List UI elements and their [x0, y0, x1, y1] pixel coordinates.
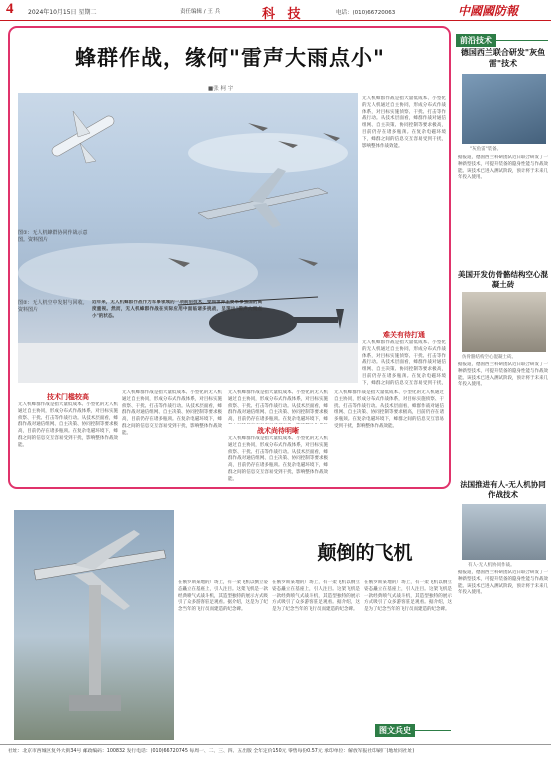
subhead-2: 战术尚待明晰	[257, 427, 299, 435]
inverted-plane-graphic	[14, 510, 174, 740]
right-section-header	[456, 28, 548, 45]
page-footer	[0, 744, 551, 757]
concrete-brick-photo	[462, 292, 546, 352]
bottom-col-2: 在俄罗斯某地的广场上，有一架飞机以倒立姿态矗立在基座上，引人注目。这架飞机是一款经典喷气式战斗机，其造型独特的展示方式吸引了众多游客驻足观看。据介绍，这是为了纪念当年的飞行员而建造的纪念碑。	[272, 580, 360, 613]
grey-torpedo-photo	[462, 74, 546, 144]
editor-phone: 电话：(010)66720063	[336, 10, 396, 16]
feature-col-4: 无人机蜂群作战是指大量低成本、小型化的无人机通过自主协同，形成分布式作战体系，对目标实施侦察、干扰、打击等作战行动。从技术层面看，蜂群作战对通信组网、自主决策、协同控制等要求极高，目前仍存在诸多瓶颈。在复杂电磁环境下，蜂群之间的信息交互容易受到干扰，影响整体作战效能。	[334, 390, 444, 429]
subhead-1: 技术门槛较高	[47, 393, 89, 401]
bottom-section-tag: 图文兵史	[375, 724, 415, 737]
large-drone-icon	[50, 111, 116, 163]
bottom-section-header	[375, 718, 451, 735]
bottom-col-1: 在俄罗斯某地的广场上，有一架飞机以倒立姿态矗立在基座上，引人注目。这架飞机是一款经典喷气式战斗机，其造型独特的展示方式吸引了众多游客驻足观看。据介绍，这是为了纪念当年的飞行员而建造的纪念碑。	[178, 580, 268, 613]
page-number: 4	[6, 1, 14, 17]
editor-credit: 责任编辑 / 王 兵	[180, 9, 221, 15]
feature-col-3a: 无人机蜂群作战是指大量低成本、小型化的无人机通过自主协同，形成分布式作战体系，对目标实施侦察、干扰、打击等作战行动。从技术层面看，蜂群作战对通信组网、自主决策、协同控制等要求极高，目前仍存在诸多瓶颈。在复杂电磁环境下，蜂	[228, 390, 328, 423]
inverted-plane-photo	[14, 510, 174, 740]
bottom-col-3: 在俄罗斯某地的广场上，有一架飞机以倒立姿态矗立在基座上，引人注目。这架飞机是一款经典喷气式战斗机，其造型独特的展示方式吸引了众多游客驻足观看。据介绍，这是为了纪念当年的飞行员而建造的纪念碑。	[364, 580, 452, 613]
transport-plane-icon	[198, 168, 328, 228]
right-item3-caption: 有人-无人机协同作战。	[468, 563, 515, 568]
right-section-tag: 前沿技术	[456, 34, 496, 47]
feature-col-3b: 无人机蜂群作战是指大量低成本、小型化的无人机通过自主协同，形成分布式作战体系，对目标实施侦察、干扰、打击等作战行动。从技术层面看，蜂群作战对通信组网、自主决策、协同控制等要求极高，目前仍存在诸多瓶颈。在复杂电磁环境下，蜂群之间的信息交互容易受到干扰，影响整体作战效能。	[228, 436, 328, 482]
feature-col-1: 无人机蜂群作战是指大量低成本、小型化的无人机通过自主协同，形成分布式作战体系，对目标实施侦察、干扰、打击等作战行动。从技术层面看，蜂群作战对通信组网、自主决策、协同控制等要求极高，目前仍存在诸多瓶颈。在复杂电磁环境下，蜂群之间的信息交互容易受到干扰，影响整体作战效能。	[18, 402, 118, 448]
right-item1-caption: "灰鱼雷"装备。	[470, 147, 502, 152]
feature-col-2: 无人机蜂群作战是指大量低成本、小型化的无人机通过自主协同，形成分布式作战体系，对目标实施侦察、干扰、打击等作战行动。从技术层面看，蜂群作战对通信组网、自主决策、协同控制等要求极高，目前仍存在诸多瓶颈。在复杂电磁环境下，蜂群之间的信息交互容易受到干扰，影响整体作战效能。	[122, 390, 222, 436]
feature-byline: ■张 柯 宇	[208, 86, 234, 92]
footer-text: 社址：北京市西城区复外大街34号 邮政编码：100832 发行电话：(010)66720745 每周一、二、三、四、五出版 全年定价150元 零售每份0.57元 承印单位：解放军报社印刷厂(地址同社址)	[8, 749, 415, 754]
newspaper-logo: 中國國防報	[458, 4, 519, 18]
right-item2-caption: 仿骨骼结构空心混凝土砖。	[462, 355, 516, 360]
issue-date: 2024年10月15日 星期二	[28, 9, 97, 16]
bottom-headline: 颠倒的飞机	[317, 542, 413, 564]
figure-caption-1: 图①：无人机蜂群协同作战示意图。资料图片	[18, 230, 88, 243]
right-item1-title: 德国西兰联合研发"灰鱼雷"技术	[460, 47, 546, 68]
right-item1-body: 据报道，德国西兰科研团队近日联合研发了一种新型技术，可提升装备的隐身性能与作战效能。该技术已进入测试阶段，预计将于未来几年投入使用。	[458, 155, 548, 181]
figure-caption-2: 图②：无人机空中发射与回收。资料图片	[18, 300, 88, 313]
right-item2-body: 据报道，德国西兰科研团队近日联合研发了一种新型技术，可提升装备的隐身性能与作战效能。该技术已进入测试阶段，预计将于未来几年投入使用。	[458, 362, 548, 388]
right-item3-title: 法国推进有人-无人机协同作战技术	[460, 480, 546, 499]
feature-right-col-2: 无人机蜂群作战是指大量低成本、小型化的无人机通过自主协同，形成分布式作战体系，对目标实施侦察、干扰、打击等作战行动。从技术层面看，蜂群作战对通信组网、自主决策、协同控制等要求极高，目前仍存在诸多瓶颈。在复杂电磁环境下，蜂群之间的信息交互容易受到干扰，	[362, 340, 446, 386]
right-item2-title: 美国开发仿骨骼结构空心混凝土砖	[458, 270, 548, 289]
right-item3-body: 据报道，德国西兰科研团队近日联合研发了一种新型技术，可提升装备的隐身性能与作战效能。该技术已进入测试阶段，预计将于未来几年投入使用。	[458, 570, 548, 596]
feature-lead: 近年来，无人机蜂群作战作为军事领域的一项前沿技术，受到世界主要军事强国的高度重视。然而，无人机蜂群作战在实际应用中面临诸多挑战，呈现出"雷声大雨点小"的状态。	[92, 300, 262, 319]
feature-right-col: 无人机蜂群作战是指大量低成本、小型化的无人机通过自主协同，形成分布式作战体系，对目标实施侦察、干扰、打击等作战行动。从技术层面看，蜂群作战对通信组网、自主决策、协同控制等要求极高，目前仍存在诸多瓶颈。在复杂电磁环境下，蜂群之间的信息交互容易受到干扰，影响整体作战效能。	[362, 96, 446, 149]
section-title: 科 技	[262, 7, 305, 22]
subhead-3: 难关有待打通	[383, 331, 425, 339]
manned-unmanned-photo	[462, 504, 546, 560]
feature-headline: 蜂群作战，缘何"雷声大雨点小"	[75, 45, 385, 70]
